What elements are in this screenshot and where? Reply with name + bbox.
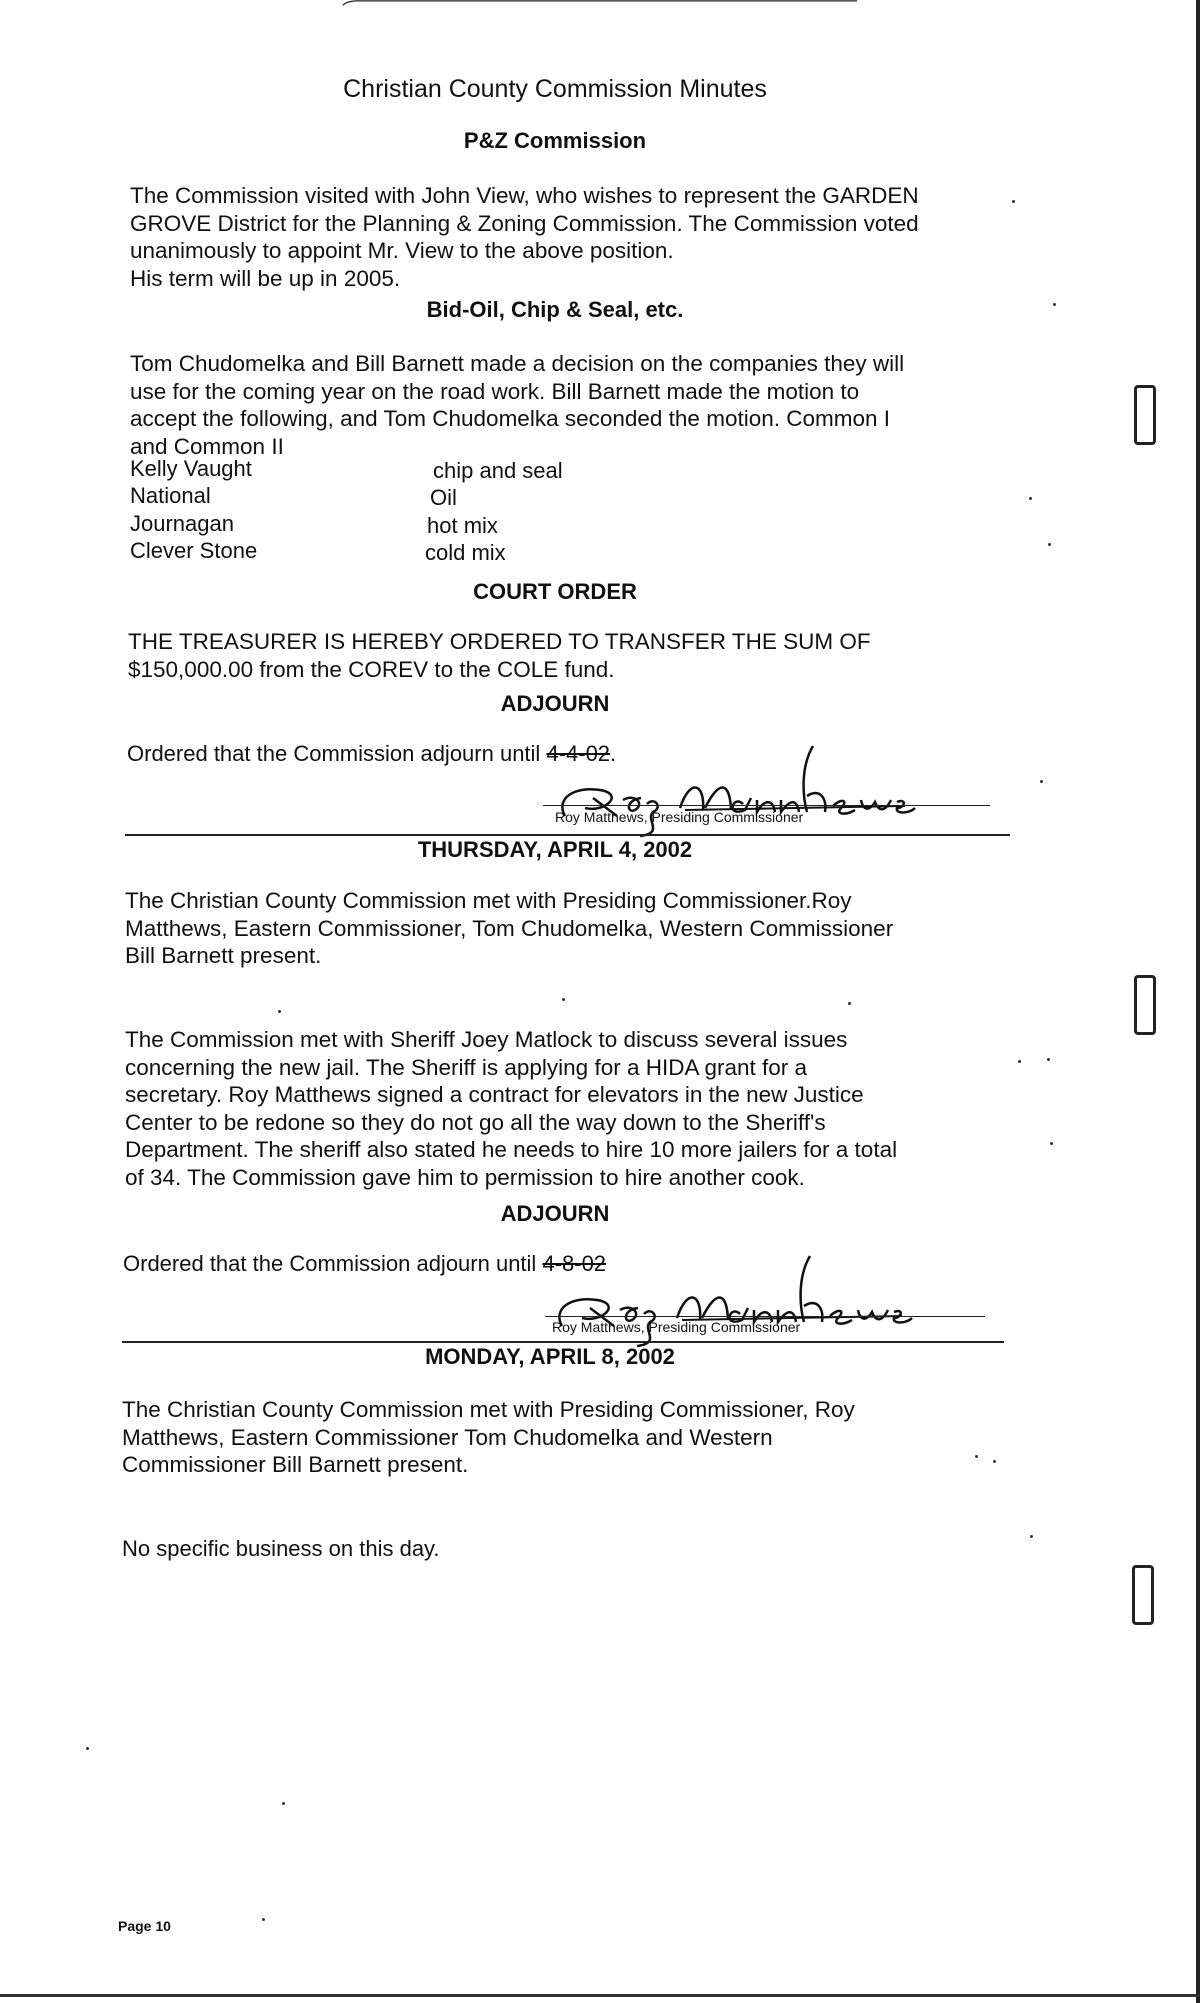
adjourn-heading: ADJOURN — [500, 691, 610, 716]
court-order-paragraph — [128, 628, 871, 683]
thursday-line: Department. The sheriff also stated he needs to hire 10 more jailers for a total — [125, 1137, 898, 1162]
scan-speck — [282, 1802, 285, 1805]
document-title: Christian County Commission Minutes — [343, 75, 767, 103]
thursday-line: Matthews, Eastern Commissioner, Tom Chudomelka, Western Commissioner — [125, 915, 894, 941]
monday-heading: MONDAY, APRIL 8, 2002 — [425, 1344, 675, 1369]
bid-line: use for the coming year on the road work. Bill Barnett made the motion to — [130, 378, 860, 404]
adjourn-heading: ADJOURN — [500, 1201, 610, 1226]
scan-speck — [848, 1002, 851, 1005]
scan-speck — [262, 1918, 265, 1921]
adjourn-date: 4-8-02 — [542, 1251, 607, 1276]
vendor-company: Clever Stone — [130, 538, 258, 563]
scan-speck — [1030, 1535, 1033, 1538]
scan-speck — [86, 1747, 89, 1750]
thursday-line: The Commission met with Sheriff Joey Matlock to discuss several issues — [125, 1027, 848, 1052]
adjourn-text: Ordered that the Commission adjourn until — [123, 1251, 537, 1276]
pz-line: His term will be up in 2005. — [130, 265, 401, 291]
bid-line: and Common II — [130, 433, 284, 459]
court-order-line: $150,000.00 from the COREV to the COLE fund. — [128, 656, 615, 682]
signer-caption: Roy Matthews, Presiding Commissioner — [555, 809, 804, 825]
pz-line: The Commission visited with John View, who wishes to represent the GARDEN — [130, 183, 919, 208]
thursday-line: Center to be redone so they do not go all the way down to the Sheriff's — [125, 1109, 826, 1135]
binder-hole-mark — [1134, 975, 1156, 1035]
signature-line — [543, 805, 990, 806]
scan-top-edge — [0, 0, 1200, 6]
signer-caption: Roy Matthews, Presiding Commissioner — [552, 1319, 801, 1335]
scan-speck — [993, 1460, 996, 1463]
bid-heading: Bid-Oil, Chip & Seal, etc. — [426, 297, 684, 322]
binder-hole-mark — [1134, 385, 1156, 445]
monday-line: The Christian County Commission met with Presiding Commissioner, Roy — [122, 1397, 855, 1422]
thursday-line: of 34. The Commission gave him to permission to hire another cook. — [125, 1164, 805, 1190]
scan-speck — [1053, 303, 1056, 306]
monday-line: Matthews, Eastern Commissioner Tom Chudomelka and Western — [122, 1424, 773, 1450]
thursday-sheriff-paragraph — [125, 1026, 897, 1191]
scan-speck — [1012, 200, 1015, 203]
scan-speck — [975, 1455, 978, 1458]
thursday-heading: THURSDAY, APRIL 4, 2002 — [417, 837, 693, 862]
court-order-heading: COURT ORDER — [473, 579, 637, 604]
vendor-item: hot mix — [427, 513, 498, 538]
thursday-line: The Christian County Commission met with Presiding Commissioner.Roy — [125, 888, 852, 913]
monday-attendance — [122, 1396, 855, 1479]
pz-line: unanimously to appoint Mr. View to the above position. — [130, 238, 674, 263]
adjourn-date: 4-4-02 — [546, 741, 611, 766]
bid-line: accept the following, and Tom Chudomelka seconded the motion. Common I — [130, 406, 891, 431]
page-number: Page 10 — [118, 1918, 171, 1934]
court-order-line: THE TREASURER IS HEREBY ORDERED TO TRANSFER THE SUM OF — [128, 629, 871, 654]
vendor-item: chip and seal — [433, 458, 563, 483]
scan-speck — [1048, 543, 1051, 546]
binder-hole-mark — [1132, 1565, 1154, 1625]
vendor-item: Oil — [430, 485, 457, 510]
scan-bottom-edge — [0, 1994, 1200, 1997]
thursday-line: concerning the new jail. The Sheriff is applying for a HIDA grant for a — [125, 1054, 808, 1080]
scan-speck — [278, 1010, 281, 1013]
scan-speck — [1050, 1142, 1053, 1145]
monday-line: Commissioner Bill Barnett present. — [122, 1452, 469, 1477]
vendor-company: Journagan — [130, 511, 234, 536]
scan-right-edge — [1196, 0, 1200, 2003]
scan-speck — [1018, 1060, 1021, 1063]
thursday-line: secretary. Roy Matthews signed a contract for elevators in the new Justice — [125, 1082, 864, 1107]
vendor-company: National — [130, 483, 211, 508]
adjourn-statement — [123, 1250, 606, 1278]
bid-paragraph — [130, 350, 904, 460]
bid-line: Tom Chudomelka and Bill Barnett made a decision on the companies they will — [130, 351, 905, 376]
scan-speck — [562, 998, 565, 1001]
scan-speck — [1029, 497, 1032, 500]
pz-paragraph — [130, 182, 919, 292]
thursday-line: Bill Barnett present. — [125, 943, 322, 968]
thursday-attendance — [125, 887, 893, 970]
adjourn-text: Ordered that the Commission adjourn until — [127, 741, 541, 766]
adjourn-date-suffix: . — [610, 741, 617, 766]
scan-speck — [1047, 1058, 1050, 1061]
signature-line — [545, 1316, 985, 1317]
vendor-company: Kelly Vaught — [130, 456, 252, 481]
scan-speck — [1040, 780, 1043, 783]
vendor-item: cold mix — [425, 540, 506, 565]
monday-business-note: No specific business on this day. — [122, 1536, 440, 1561]
pz-line: GROVE District for the Planning & Zoning Commission. The Commission voted — [130, 210, 919, 236]
adjourn-statement — [127, 740, 616, 768]
pz-heading: P&Z Commission — [463, 128, 647, 153]
